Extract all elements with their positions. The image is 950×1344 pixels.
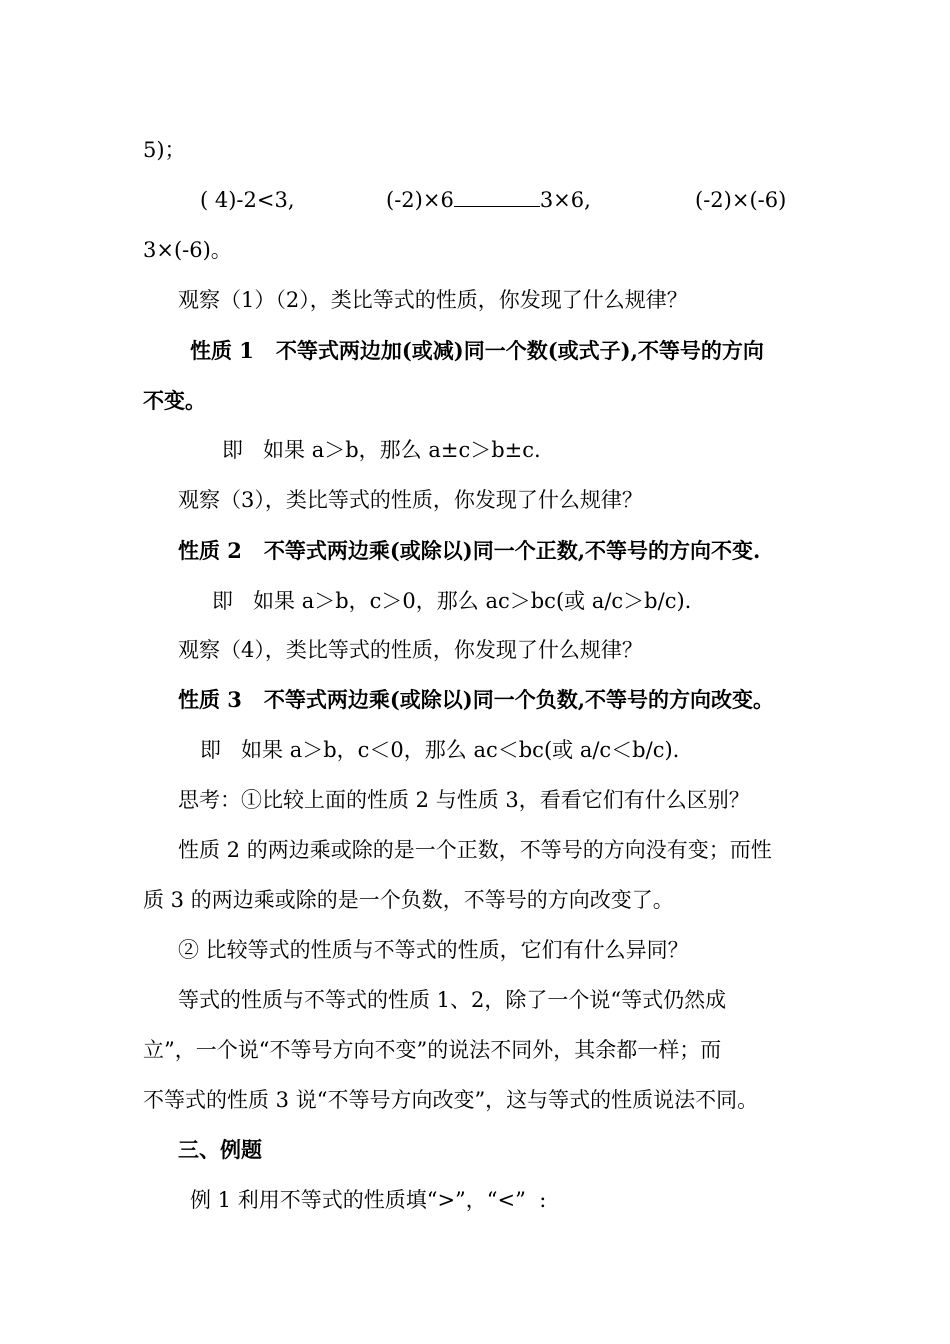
- text-line: 3×(-6)。: [143, 238, 232, 262]
- example-1: 例 1 利用不等式的性质填“>”，“<” :: [190, 1188, 547, 1212]
- exercise-4-left: [386, 186, 591, 214]
- answer-1-line-2: 质 3 的两边乘或除的是一个负数，不等号的方向改变了。: [143, 888, 674, 912]
- observation-1-2: 观察（1）（2），类比等式的性质，你发现了什么规律？: [178, 288, 688, 312]
- property-2-formula: 即 如果 a＞b，c＞0，那么 ac＞bc(或 a/c＞b/c).: [212, 589, 692, 613]
- fill-blank[interactable]: [454, 186, 540, 207]
- text-line: 5)；: [143, 138, 186, 162]
- exercise-4-right: (-2)×(-6): [695, 188, 787, 212]
- observation-4: 观察（4），类比等式的性质，你发现了什么规律？: [178, 638, 643, 662]
- answer-1-line-1: 性质 2 的两边乘或除的是一个正数，不等号的方向没有变；而性: [178, 838, 772, 862]
- expression: (-2)×6: [386, 188, 454, 212]
- property-3-formula: 即 如果 a＞b，c＜0，那么 ac＜bc(或 a/c＜b/c).: [200, 738, 680, 762]
- property-1-heading: 性质 1 不等式两边加(或减)同一个数(或式子),不等号的方向: [190, 338, 764, 363]
- answer-2-line-3: 不等式的性质 3 说“不等号方向改变”，这与等式的性质说法不同。: [143, 1088, 759, 1112]
- property-1-continuation: 不变。: [143, 388, 206, 413]
- property-3-heading: 性质 3 不等式两边乘(或除以)同一个负数,不等号的方向改变。: [178, 687, 775, 712]
- answer-2-line-1: 等式的性质与不等式的性质 1、2，除了一个说“等式仍然成: [178, 988, 727, 1012]
- property-2-heading: 性质 2 不等式两边乘(或除以)同一个正数,不等号的方向不变.: [178, 538, 761, 563]
- expression: 3×6,: [539, 188, 591, 212]
- exercise-4-statement: ( 4)-2<3,: [200, 188, 295, 212]
- answer-2-line-2: 立”，一个说“不等号方向不变”的说法不同外，其余都一样；而: [143, 1038, 722, 1062]
- property-1-formula: 即 如果 a＞b，那么 a±c＞b±c.: [222, 438, 541, 462]
- section-heading-examples: 三、例题: [178, 1137, 262, 1162]
- think-question-2: ② 比较等式的性质与不等式的性质，它们有什么异同？: [178, 938, 689, 962]
- think-question-1: 思考：①比较上面的性质 2 与性质 3，看看它们有什么区别？: [178, 788, 750, 812]
- observation-3: 观察（3），类比等式的性质，你发现了什么规律？: [178, 488, 643, 512]
